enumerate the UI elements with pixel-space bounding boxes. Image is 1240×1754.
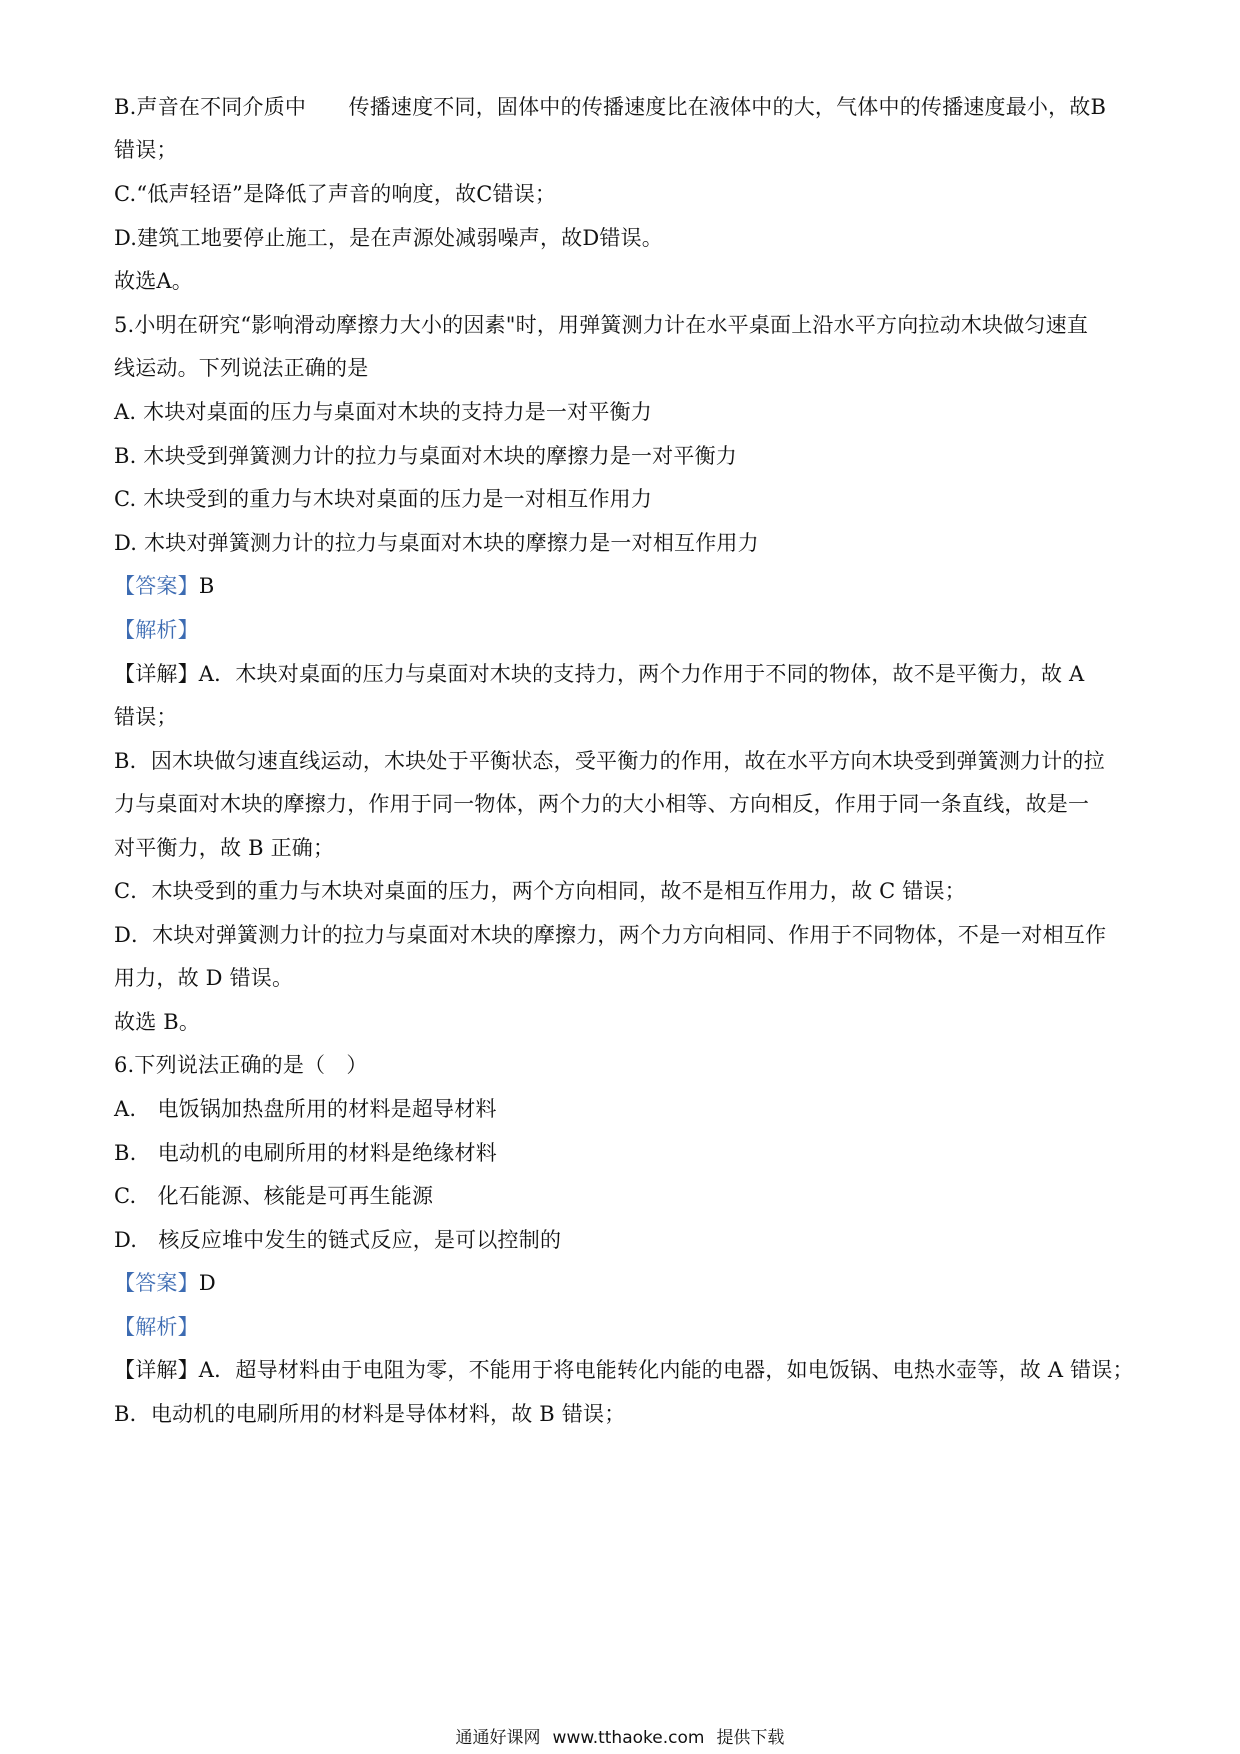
q6-detail-b: B．电动机的电刷所用的材料是导体材料，故 B 错误； (114, 1402, 626, 1426)
q5-option-b: B. 木块受到弹簧测力计的拉力与桌面对木块的摩擦力是一对平衡力 (114, 444, 737, 468)
q6-option-c: C. 化石能源、核能是可再生能源 (114, 1184, 434, 1208)
q5-answer-value: B (198, 574, 215, 598)
q5-answer (114, 571, 1134, 601)
q5-detail-d-line2: 用力，故 D 错误。 (114, 966, 294, 990)
footer-url[interactable]: www.tthaoke.com (552, 1728, 705, 1748)
q4-option-d-analysis: D.建筑工地要停止施工，是在声源处减弱噪声，故D错误。 (114, 226, 663, 250)
q6-option-d: D. 核反应堆中发生的链式反应，是可以控制的 (114, 1228, 562, 1252)
q5-analysis-label (114, 615, 1134, 645)
q4-option-c-analysis: C.“低声轻语”是降低了声音的响度，故C错误； (114, 182, 557, 206)
q6-analysis-label (114, 1312, 1134, 1342)
q6-detail-a: 【详解】A．超导材料由于电阻为零，不能用于将电能转化内能的电器，如电饭锅、电热水壶等，故 A 错误； (114, 1358, 1134, 1382)
page-footer (0, 1723, 1240, 1748)
footer-note: 提供下载 (716, 1728, 785, 1748)
q5-stem-line1: 5.小明在研究“影响滑动摩擦力大小的因素"时，用弹簧测力计在水平桌面上沿水平方向拉动木块做匀速直 (114, 313, 1089, 337)
q5-answer-label: 【答案】 (114, 574, 199, 598)
q5-option-c: C. 木块受到的重力与木块对桌面的压力是一对相互作用力 (114, 487, 653, 511)
q6-answer-label: 【答案】 (114, 1271, 199, 1295)
q6-analysis-heading: 【解析】 (114, 1315, 199, 1339)
q5-detail-a-line1: 【详解】A．木块对桌面的压力与桌面对木块的支持力，两个力作用于不同的物体，故不是平衡力，故 A (114, 662, 1085, 686)
q6-stem: 6.下列说法正确的是（ ） (114, 1053, 368, 1077)
q6-option-a: A. 电饭锅加热盘所用的材料是超导材料 (114, 1097, 497, 1121)
q5-stem-line2: 线运动。下列说法正确的是 (114, 356, 369, 380)
q4-option-b-analysis-line1: B.声音在不同介质中 传播速度不同，固体中的传播速度比在液体中的大，气体中的传播速度最小，故B (114, 95, 1107, 119)
q6-answer (114, 1268, 1134, 1298)
q5-detail-b-line2: 力与桌面对木块的摩擦力，作用于同一物体，两个力的大小相等、方向相反，作用于同一条直线，故是一 (114, 792, 1090, 816)
q5-option-d: D. 木块对弹簧测力计的拉力与桌面对木块的摩擦力是一对相互作用力 (114, 531, 759, 555)
q5-detail-a-line2: 错误； (114, 705, 178, 729)
q6-answer-value: D (198, 1271, 216, 1295)
q5-detail-d-line1: D．木块对弹簧测力计的拉力与桌面对木块的摩擦力，两个力方向相同、作用于不同物体，不是一对相互作 (114, 923, 1107, 947)
q4-option-b-analysis-line2: 错误； (114, 138, 178, 162)
q6-option-b: B. 电动机的电刷所用的材料是绝缘材料 (114, 1141, 497, 1165)
q5-detail-b-line3: 对平衡力，故 B 正确； (114, 836, 335, 860)
q5-option-a: A. 木块对桌面的压力与桌面对木块的支持力是一对平衡力 (114, 400, 652, 424)
q5-conclusion: 故选 B。 (114, 1010, 201, 1034)
footer-site-name: 通通好课网 (455, 1728, 541, 1748)
q5-detail-b-line1: B．因木块做匀速直线运动，木块处于平衡状态，受平衡力的作用，故在水平方向木块受到弹簧测力计的拉 (114, 749, 1105, 773)
q4-conclusion: 故选A。 (114, 269, 193, 293)
q5-analysis-heading: 【解析】 (114, 618, 199, 642)
q5-detail-c: C．木块受到的重力与木块对桌面的压力，两个方向相同，故不是相互作用力，故 C 错误； (114, 879, 966, 903)
